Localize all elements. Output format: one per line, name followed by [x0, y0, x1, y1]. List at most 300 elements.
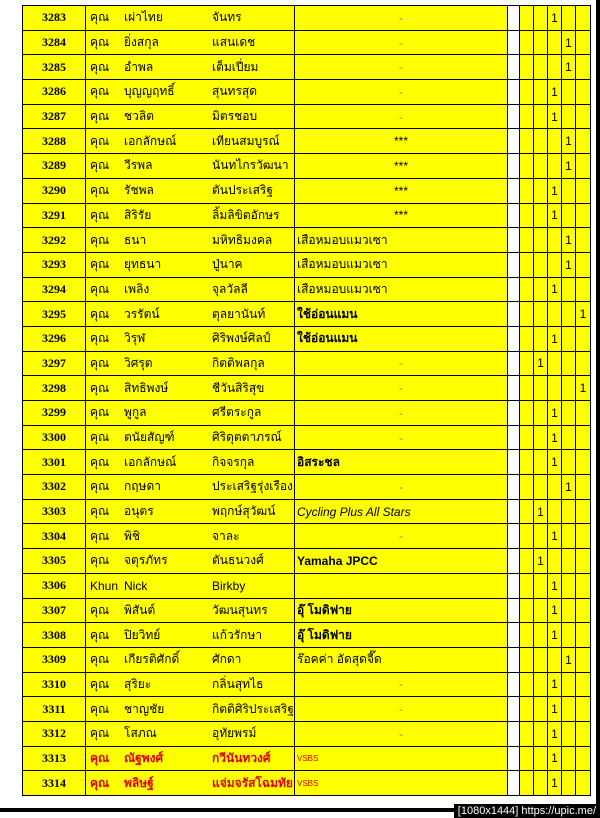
rider-name [86, 80, 295, 105]
category-cell [576, 771, 591, 796]
rider-name [86, 104, 295, 129]
table-row [23, 573, 591, 598]
category-cell [508, 623, 520, 648]
team-name: ร๊อคค่า อัดสุดจี๊ด [295, 647, 508, 672]
category-cell [562, 203, 576, 228]
bib-number: 3307 [23, 598, 86, 623]
table-row [23, 326, 591, 351]
name-title: คุณ [90, 528, 110, 543]
last-name: แสนเดช [212, 35, 256, 50]
rider-name [86, 598, 295, 623]
category-cell [576, 30, 591, 55]
first-name: สุริยะ [124, 676, 152, 691]
first-name: วิรุฬ [124, 331, 146, 346]
bib-number: 3288 [23, 129, 86, 154]
last-name: กิตติศิริประเสริฐ [212, 701, 294, 716]
name-title: คุณ [90, 479, 110, 494]
bib-number: 3284 [23, 30, 86, 55]
category-mark: 1 [548, 80, 562, 105]
category-cell [548, 228, 562, 253]
rider-name [86, 524, 295, 549]
bib-number: 3297 [23, 351, 86, 376]
rider-name [86, 721, 295, 746]
category-cell [576, 178, 591, 203]
category-mark: 1 [562, 129, 576, 154]
category-cell [534, 80, 548, 105]
category-cell [520, 697, 534, 722]
bib-number: 3308 [23, 623, 86, 648]
category-cell [520, 450, 534, 475]
name-title: คุณ [90, 454, 110, 469]
table-row [23, 104, 591, 129]
category-cell [520, 326, 534, 351]
category-cell [548, 302, 562, 327]
category-cell [562, 549, 576, 574]
team-name: *** [295, 178, 508, 203]
category-cell [562, 302, 576, 327]
category-cell [508, 376, 520, 401]
category-cell [548, 252, 562, 277]
table-row [23, 80, 591, 105]
category-cell [562, 746, 576, 771]
table-row [23, 129, 591, 154]
name-title: คุณ [90, 355, 110, 370]
category-cell [520, 376, 534, 401]
team-name: - [295, 475, 508, 500]
bib-number: 3293 [23, 252, 86, 277]
category-cell [534, 302, 548, 327]
team-name: ใช้อ่อนแมน [295, 302, 508, 327]
category-cell [520, 401, 534, 426]
category-cell [520, 746, 534, 771]
table-row [23, 450, 591, 475]
bib-number: 3304 [23, 524, 86, 549]
name-title: คุณ [90, 133, 110, 148]
first-name: อนุตร [124, 504, 154, 519]
table-row [23, 499, 591, 524]
first-name: เพลิง [124, 281, 150, 296]
category-cell [520, 425, 534, 450]
category-mark: 1 [548, 425, 562, 450]
bib-number: 3300 [23, 425, 86, 450]
rider-name [86, 30, 295, 55]
rider-name [86, 499, 295, 524]
table-row [23, 672, 591, 697]
team-name: - [295, 30, 508, 55]
category-cell [576, 672, 591, 697]
category-cell [508, 30, 520, 55]
team-name: เสือหมอบแมวเซา [295, 228, 508, 253]
name-title: คุณ [90, 775, 110, 790]
first-name: ยุทธนา [124, 257, 162, 272]
rider-name [86, 178, 295, 203]
table-row [23, 425, 591, 450]
last-name: ตันประเสริฐ [212, 183, 273, 198]
category-cell [508, 154, 520, 179]
category-cell [534, 55, 548, 80]
table-row [23, 475, 591, 500]
category-cell [534, 697, 548, 722]
category-cell [576, 80, 591, 105]
category-mark: 1 [548, 401, 562, 426]
category-cell [534, 228, 548, 253]
category-cell [508, 697, 520, 722]
category-mark: 1 [548, 746, 562, 771]
team-name: - [295, 672, 508, 697]
bib-number: 3295 [23, 302, 86, 327]
category-cell [576, 499, 591, 524]
category-cell [508, 55, 520, 80]
table-row [23, 228, 591, 253]
category-mark: 1 [562, 647, 576, 672]
category-cell [548, 55, 562, 80]
category-cell [508, 129, 520, 154]
category-cell [508, 450, 520, 475]
name-title: คุณ [90, 281, 110, 296]
table-row [23, 6, 591, 31]
last-name: มหิทธิมงคล [212, 232, 273, 247]
category-cell [520, 154, 534, 179]
rider-name [86, 573, 295, 598]
last-name: จุลวัลลี [212, 281, 248, 296]
team-name: ใช้อ่อนแมน [295, 326, 508, 351]
category-cell [520, 672, 534, 697]
category-cell [534, 326, 548, 351]
team-name: อุ๊ โมดิฟาย [295, 598, 508, 623]
category-cell [534, 30, 548, 55]
last-name: ตันธนวงศ์ [212, 553, 264, 568]
name-title: คุณ [90, 726, 110, 741]
rider-name [86, 549, 295, 574]
category-cell [508, 104, 520, 129]
team-name: VSBS [295, 746, 508, 771]
category-cell [508, 425, 520, 450]
team-name: *** [295, 129, 508, 154]
category-cell [520, 771, 534, 796]
category-cell [534, 425, 548, 450]
team-name: Cycling Plus All Stars [295, 499, 508, 524]
table-row [23, 771, 591, 796]
bib-number: 3291 [23, 203, 86, 228]
table-row [23, 401, 591, 426]
category-mark: 1 [548, 573, 562, 598]
category-cell [534, 401, 548, 426]
category-cell [562, 721, 576, 746]
category-cell [520, 302, 534, 327]
bib-number: 3314 [23, 771, 86, 796]
bib-number: 3305 [23, 549, 86, 574]
name-title: คุณ [90, 306, 110, 321]
category-cell [534, 178, 548, 203]
team-name: *** [295, 203, 508, 228]
category-cell [534, 573, 548, 598]
category-cell [520, 228, 534, 253]
last-name: แจ่มจรัสโฉมทัย [212, 775, 293, 790]
category-cell [548, 475, 562, 500]
rider-name [86, 746, 295, 771]
rider-name [86, 475, 295, 500]
first-name: ณัฐพงศ์ [124, 750, 164, 765]
table-row [23, 252, 591, 277]
bib-number: 3287 [23, 104, 86, 129]
category-cell [548, 499, 562, 524]
category-cell [576, 573, 591, 598]
category-cell [508, 598, 520, 623]
bib-number: 3283 [23, 6, 86, 31]
table-row [23, 746, 591, 771]
first-name: พูกูล [124, 405, 147, 420]
category-mark: 1 [548, 203, 562, 228]
category-cell [520, 524, 534, 549]
table-row [23, 524, 591, 549]
category-cell [576, 326, 591, 351]
category-cell [548, 351, 562, 376]
bib-number: 3292 [23, 228, 86, 253]
category-cell [534, 104, 548, 129]
name-title: คุณ [90, 652, 110, 667]
first-name: ตนัยสัญฑ์ [124, 430, 175, 445]
last-name: กลิ่นสุทไธ [212, 676, 264, 691]
category-cell [520, 351, 534, 376]
category-mark: 1 [548, 697, 562, 722]
category-cell [534, 721, 548, 746]
category-cell [520, 598, 534, 623]
bib-number: 3286 [23, 80, 86, 105]
category-cell [508, 672, 520, 697]
table-row [23, 154, 591, 179]
rider-name [86, 277, 295, 302]
team-name: - [295, 721, 508, 746]
category-cell [576, 252, 591, 277]
category-cell [548, 30, 562, 55]
category-cell [534, 6, 548, 31]
category-cell [520, 277, 534, 302]
name-title: คุณ [90, 158, 110, 173]
category-cell [534, 524, 548, 549]
category-cell [508, 80, 520, 105]
category-cell [534, 129, 548, 154]
category-cell [562, 401, 576, 426]
name-title: คุณ [90, 676, 110, 691]
category-mark: 1 [548, 721, 562, 746]
category-cell [508, 721, 520, 746]
rider-name [86, 6, 295, 31]
bib-number: 3312 [23, 721, 86, 746]
category-cell [520, 475, 534, 500]
category-cell [534, 475, 548, 500]
category-cell [576, 351, 591, 376]
rider-name [86, 302, 295, 327]
category-cell [576, 203, 591, 228]
first-name: ชาญชัย [124, 701, 165, 716]
name-title: คุณ [90, 84, 110, 99]
first-name: เอกลักษณ์ [124, 454, 177, 469]
category-mark: 1 [548, 524, 562, 549]
name-title: คุณ [90, 627, 110, 642]
last-name: เต็มเปี่ยม [212, 59, 259, 74]
first-name: สิทธิพงษ์ [124, 380, 169, 395]
category-cell [508, 524, 520, 549]
category-cell [520, 252, 534, 277]
last-name: พฤกษ์สุวัฒน์ [212, 504, 276, 519]
last-name: มิตรชอบ [212, 109, 258, 124]
first-name: เอกลักษณ์ [124, 133, 177, 148]
category-cell [508, 326, 520, 351]
category-cell [576, 524, 591, 549]
team-name: เสือหมอบแมวเซา [295, 252, 508, 277]
category-cell [534, 771, 548, 796]
category-cell [508, 499, 520, 524]
table-row [23, 178, 591, 203]
category-mark: 1 [534, 549, 548, 574]
category-cell [534, 598, 548, 623]
category-cell [576, 450, 591, 475]
first-name: ธนา [124, 232, 147, 247]
name-title: คุณ [90, 405, 110, 420]
category-cell [562, 573, 576, 598]
category-cell [576, 6, 591, 31]
category-cell [576, 129, 591, 154]
category-mark: 1 [534, 499, 548, 524]
first-name: Nick [124, 578, 148, 593]
rider-name [86, 623, 295, 648]
last-name: ศรีตระกูล [212, 405, 262, 420]
category-cell [520, 6, 534, 31]
team-name: เสือหมอบแมวเซา [295, 277, 508, 302]
team-name: - [295, 401, 508, 426]
category-cell [548, 549, 562, 574]
category-cell [508, 203, 520, 228]
category-mark: 1 [534, 351, 548, 376]
team-name: - [295, 6, 508, 31]
name-title: คุณ [90, 207, 110, 222]
category-cell [520, 549, 534, 574]
category-cell [508, 178, 520, 203]
category-cell [576, 475, 591, 500]
category-cell [576, 104, 591, 129]
category-cell [576, 154, 591, 179]
rider-name [86, 154, 295, 179]
team-name: *** [295, 154, 508, 179]
first-name: กฤษดา [124, 479, 161, 494]
category-cell [562, 598, 576, 623]
bib-number: 3296 [23, 326, 86, 351]
name-title: คุณ [90, 35, 110, 50]
category-cell [562, 697, 576, 722]
category-cell [508, 746, 520, 771]
category-mark: 1 [562, 252, 576, 277]
last-name: วัฒนสุนทร [212, 602, 268, 617]
name-title: Khun [90, 578, 119, 593]
category-cell [548, 154, 562, 179]
rider-name [86, 425, 295, 450]
rider-name [86, 376, 295, 401]
category-cell [548, 376, 562, 401]
bib-number: 3298 [23, 376, 86, 401]
category-mark: 1 [548, 6, 562, 31]
category-cell [562, 178, 576, 203]
category-mark: 1 [562, 30, 576, 55]
first-name: ชวลิต [124, 109, 155, 124]
team-name: VSBS [295, 771, 508, 796]
category-mark: 1 [562, 475, 576, 500]
bib-number: 3309 [23, 647, 86, 672]
table-row [23, 721, 591, 746]
last-name: สุนทรสุด [212, 84, 257, 99]
category-cell [562, 425, 576, 450]
category-cell [562, 326, 576, 351]
team-name: - [295, 425, 508, 450]
team-name: Yamaha JPCC [295, 549, 508, 574]
table-row [23, 203, 591, 228]
category-cell [520, 573, 534, 598]
first-name: เผ่าไทย [124, 10, 163, 25]
first-name: วีรพล [124, 158, 153, 173]
rider-name [86, 401, 295, 426]
category-cell [562, 524, 576, 549]
first-name: พิชิ [124, 528, 141, 543]
last-name: จาละ [212, 528, 240, 543]
rider-name [86, 647, 295, 672]
name-title: คุณ [90, 553, 110, 568]
category-cell [520, 499, 534, 524]
name-title: คุณ [90, 701, 110, 716]
last-name: ศิริพงษ์ศิลป์ [212, 331, 271, 346]
rider-name [86, 697, 295, 722]
table-row [23, 277, 591, 302]
first-name: วิศรุต [124, 355, 153, 370]
category-cell [520, 55, 534, 80]
first-name: รัชพล [124, 183, 154, 198]
last-name: เทียนสมบูรณ์ [212, 133, 280, 148]
first-name: โสภณ [124, 726, 157, 741]
rider-name [86, 129, 295, 154]
last-name: ลิ้มลิขิตอักษร [212, 207, 280, 222]
last-name: อุทัยพรม์ [212, 726, 257, 741]
category-cell [520, 129, 534, 154]
team-name: - [295, 351, 508, 376]
category-cell [562, 351, 576, 376]
name-title: คุณ [90, 602, 110, 617]
first-name: บุญญฤทธิ์ [124, 84, 175, 99]
rider-name [86, 228, 295, 253]
last-name: ศักดา [212, 652, 242, 667]
name-title: คุณ [90, 232, 110, 247]
category-mark: 1 [562, 154, 576, 179]
bib-number: 3306 [23, 573, 86, 598]
first-name: ปิยวิทย์ [124, 627, 161, 642]
category-mark: 1 [548, 104, 562, 129]
first-name: สิริรัย [124, 207, 152, 222]
table-row [23, 623, 591, 648]
first-name: ยิ่งสกุล [124, 35, 159, 50]
bib-number: 3302 [23, 475, 86, 500]
bib-number: 3311 [23, 697, 86, 722]
category-cell [576, 228, 591, 253]
table-row [23, 549, 591, 574]
category-cell [562, 623, 576, 648]
bib-number: 3303 [23, 499, 86, 524]
category-cell [508, 771, 520, 796]
category-cell [508, 401, 520, 426]
category-cell [520, 647, 534, 672]
category-cell [576, 721, 591, 746]
first-name: พลิษฐ์ [124, 775, 154, 790]
category-cell [548, 647, 562, 672]
rider-name [86, 55, 295, 80]
bib-number: 3299 [23, 401, 86, 426]
table-row [23, 302, 591, 327]
